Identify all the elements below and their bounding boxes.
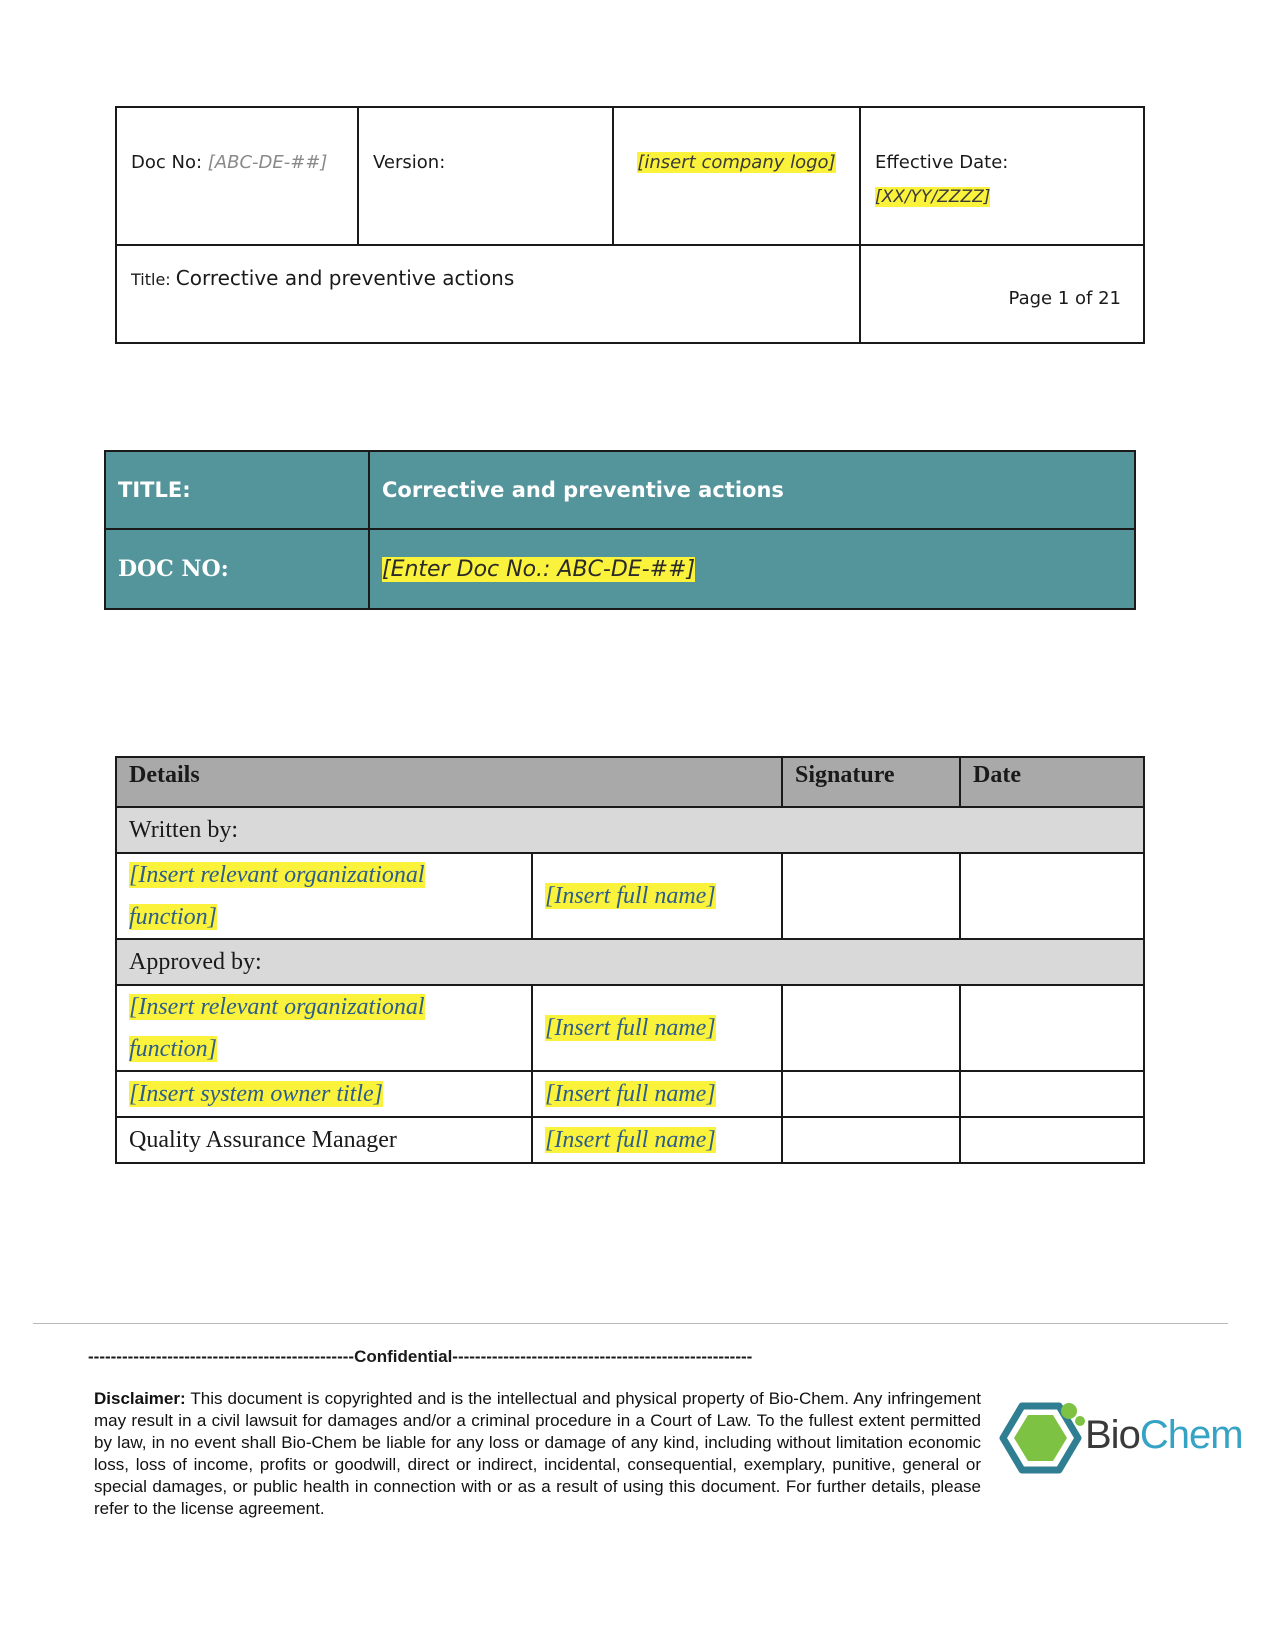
company-logo-placeholder: [insert company logo] [637, 152, 836, 173]
approved-by-row [116, 939, 1144, 985]
logo-bio-text: Bio [1085, 1413, 1140, 1457]
function-cell [116, 985, 532, 1071]
title-block-docno-label: DOC NO: [118, 556, 229, 582]
approval-table [115, 756, 1145, 1164]
date-cell[interactable] [960, 853, 1144, 939]
doc-no-label: Doc No: [131, 152, 208, 173]
footer-divider [33, 1323, 1228, 1324]
date-cell[interactable] [960, 985, 1144, 1071]
name-placeholder: [Insert full name] [545, 882, 716, 909]
version-cell [358, 107, 613, 245]
disclaimer-text: This document is copyrighted and is the intellectual and physical property of Bio-Chem. Any infringement may result in a civil lawsuit for damages and/or a criminal procedure in a Court of Law. To the fullest extent permitted by law, in no event shall Bio-Chem be liable for any loss or damage of any kind, including without limitation economic loss, loss of income, profits or goodwill, direct or indirect, incidental, consequential, exemplary, punitive, general or special damages, or public health in connection with or as a result of using this document. For further details, please refer to the license agreement. [94, 1389, 981, 1518]
signature-cell[interactable] [782, 1117, 960, 1163]
function-cell [116, 1071, 532, 1117]
table-row [116, 853, 1144, 939]
table-row [116, 985, 1144, 1071]
signature-cell[interactable] [782, 853, 960, 939]
approval-header-row [116, 757, 1144, 807]
details-header: Details [116, 757, 782, 807]
table-row [116, 1071, 1144, 1117]
signature-header: Signature [782, 757, 960, 807]
name-placeholder: [Insert full name] [545, 1080, 716, 1107]
biochem-wordmark [1085, 1413, 1243, 1458]
page-number: Page 1 of 21 [1008, 288, 1121, 309]
title-block-title-value: Corrective and preventive actions [382, 478, 784, 502]
table-row [116, 1117, 1144, 1163]
doc-no-cell [116, 107, 358, 245]
logo-chem-text: Chem [1139, 1413, 1243, 1457]
doc-no-value: [ABC-DE-##] [207, 152, 328, 173]
confidential-banner: -----------------------------------------------Confidential----------------------------------------------------- [88, 1347, 753, 1366]
name-placeholder: [Insert full name] [545, 1014, 716, 1041]
name-cell [532, 1071, 782, 1117]
disclaimer-label: Disclaimer: [94, 1389, 186, 1408]
written-by-label: Written by: [116, 807, 1144, 853]
written-by-row [116, 807, 1144, 853]
effective-date-value: [XX/YY/ZZZZ] [875, 187, 991, 207]
header-title-cell [116, 245, 860, 343]
date-cell[interactable] [960, 1117, 1144, 1163]
title-block [104, 450, 1136, 610]
name-cell [532, 985, 782, 1071]
signature-cell[interactable] [782, 985, 960, 1071]
effective-date-cell [860, 107, 1144, 245]
page-cell [860, 245, 1144, 343]
function-text: Quality Assurance Manager [129, 1126, 397, 1153]
date-header: Date [960, 757, 1144, 807]
disclaimer [94, 1388, 981, 1520]
version-label: Version: [373, 152, 446, 173]
function-cell [116, 853, 532, 939]
hexagon-logo-icon [995, 1393, 1091, 1483]
title-block-label-cell [105, 451, 369, 529]
header-title-value: Corrective and preventive actions [175, 266, 515, 290]
title-block-docno-label-cell [105, 529, 369, 609]
name-placeholder: [Insert full name] [545, 1126, 716, 1153]
logo-cell [613, 107, 860, 245]
header-title-label: Title: [131, 270, 176, 289]
function-placeholder: [Insert system owner title] [129, 1080, 383, 1107]
function-placeholder: [Insert relevant organizational function] [129, 994, 425, 1062]
name-cell [532, 1117, 782, 1163]
signature-cell[interactable] [782, 1071, 960, 1117]
document-header-table [115, 106, 1145, 344]
title-block-docno-value-cell [369, 529, 1135, 609]
title-block-title-label: TITLE: [118, 478, 191, 502]
title-block-docno-value: [Enter Doc No.: ABC-DE-##] [382, 556, 696, 582]
biochem-logo [995, 1393, 1243, 1483]
title-block-value-cell [369, 451, 1135, 529]
function-placeholder: [Insert relevant organizational function] [129, 862, 425, 930]
effective-date-label: Effective Date: [875, 152, 1009, 173]
function-cell [116, 1117, 532, 1163]
name-cell [532, 853, 782, 939]
approved-by-label: Approved by: [116, 939, 1144, 985]
date-cell[interactable] [960, 1071, 1144, 1117]
